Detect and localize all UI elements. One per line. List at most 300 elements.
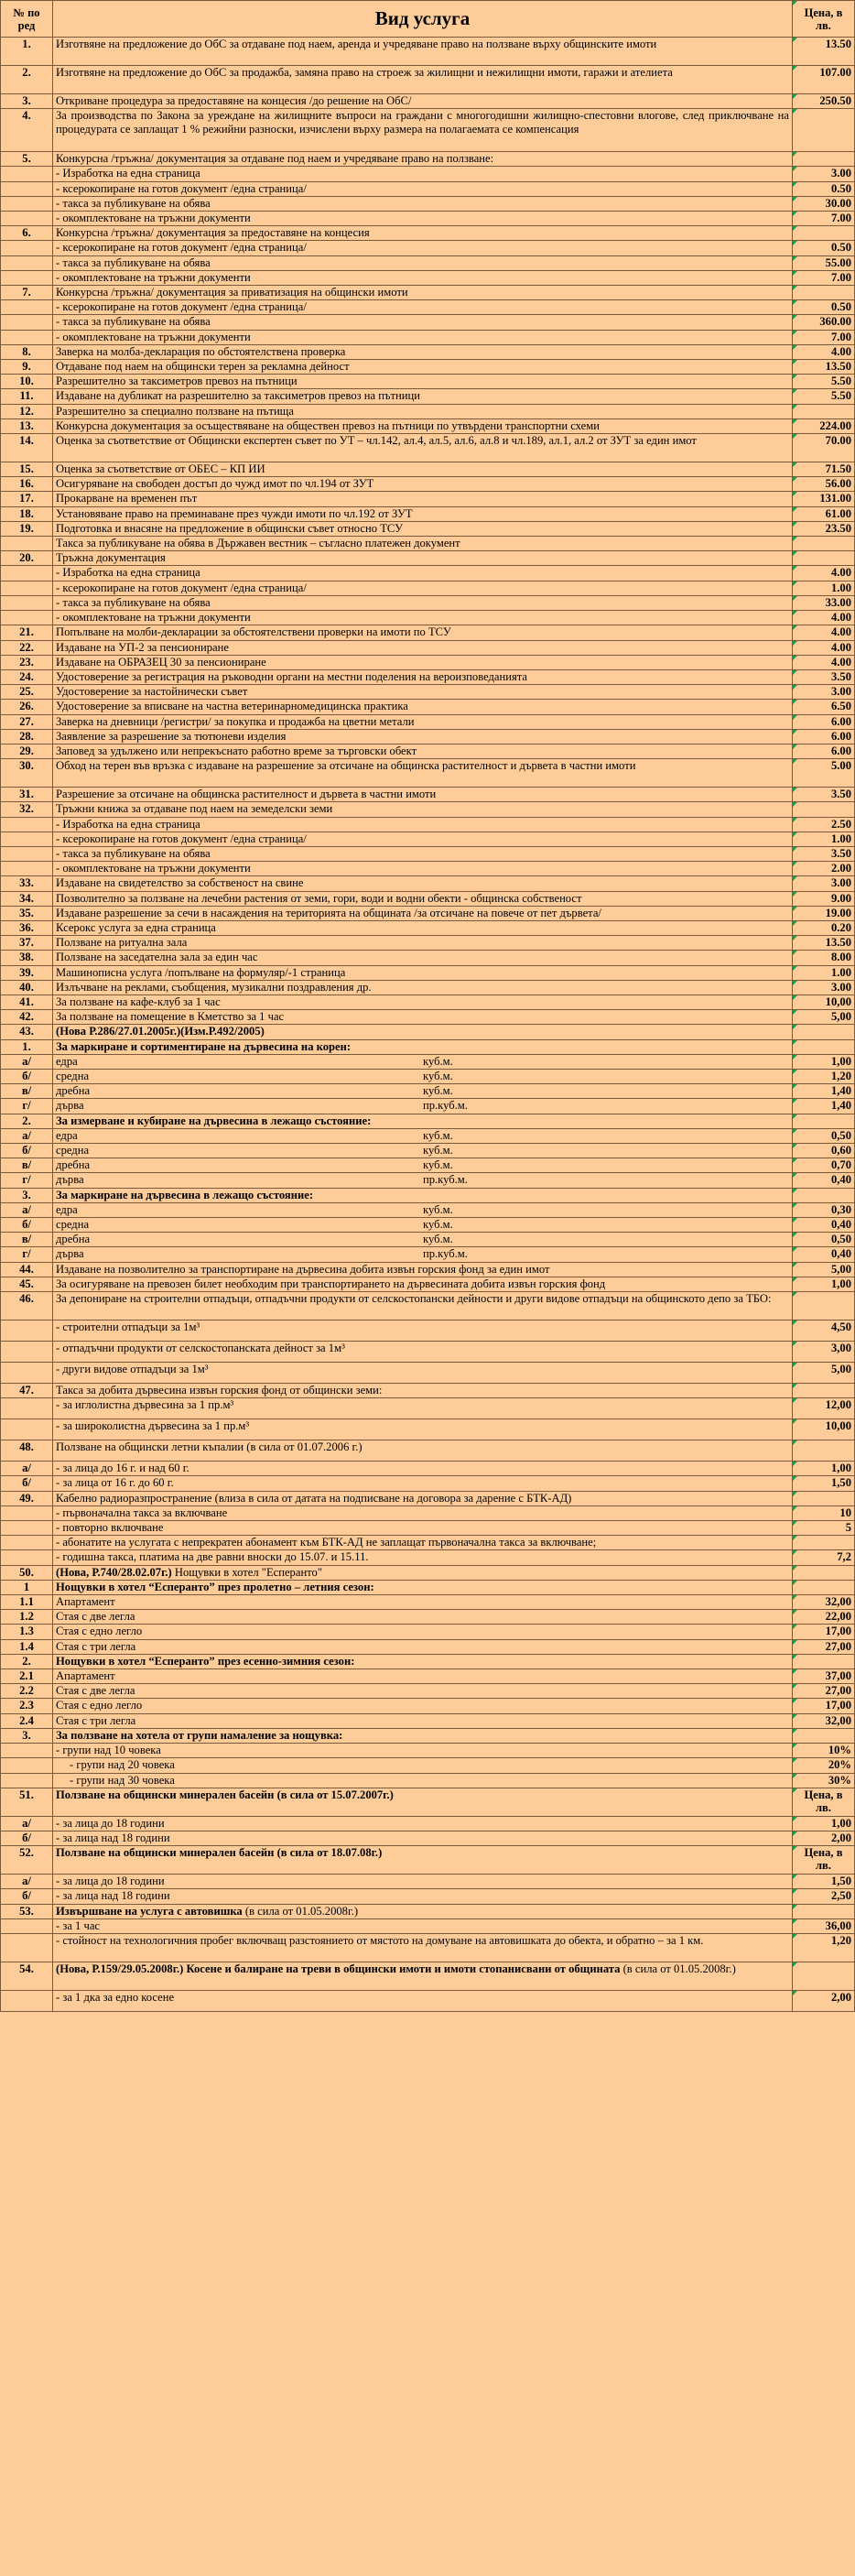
row-price [793,1025,855,1039]
row-price: 1.00 [793,965,855,980]
row-text: дърва [56,1099,84,1113]
row-price [793,1728,855,1743]
row-number: 10. [1,375,53,389]
table-row [1,330,855,344]
row-price: 0,60 [793,1144,855,1158]
table-row [1,462,855,477]
row-price [793,1565,855,1580]
row-description: - ксерокопиране на готов документ /една страница/ [53,300,793,315]
row-number: а/ [1,1128,53,1143]
row-description: - окомплектоване на тръжни документи [53,330,793,344]
row-description: - за широколистна дървесина за 1 пр.м³ [53,1419,793,1440]
row-description: - такса за публикуване на обява [53,315,793,330]
table-row [1,1292,855,1321]
table-row [1,1565,855,1580]
row-description: - за лица до 18 години [53,1875,793,1889]
row-description: Издаване на позволително за транспортиране на дървесина добита извън горския фонд за един имот [53,1262,793,1277]
row-number: г/ [1,1247,53,1262]
row-number: 41. [1,995,53,1009]
row-price: 7.00 [793,330,855,344]
row-description: Ползване на заседателна зала за един час [53,951,793,965]
row-number [1,255,53,270]
table-row [1,980,855,995]
table-row [1,1669,855,1684]
row-number: 36. [1,920,53,935]
row-price: 6.50 [793,700,855,714]
table-row [1,744,855,758]
row-number [1,1419,53,1440]
row-price: 37,00 [793,1669,855,1684]
table-row [1,655,855,669]
row-number: 4. [1,109,53,152]
row-number: 1.1 [1,1595,53,1610]
row-number: 44. [1,1262,53,1277]
row-price: 30% [793,1773,855,1788]
row-text: средна [56,1218,90,1232]
table-row [1,1773,855,1788]
row-number [1,1398,53,1419]
row-description: - Изработка на една страница [53,167,793,181]
row-price: 9.00 [793,891,855,906]
table-row [1,1202,855,1217]
row-number: 53. [1,1904,53,1918]
table-row [1,714,855,729]
row-price: 1,20 [793,1933,855,1962]
row-price: 23.50 [793,521,855,536]
row-price: 27,00 [793,1684,855,1699]
row-description: - групи над 30 човека [53,1773,793,1788]
row-number: 30. [1,759,53,788]
row-price: 4.00 [793,344,855,359]
row-price: 32,00 [793,1713,855,1728]
row-description: - такса за публикуване на обява [53,846,793,861]
row-text: дърва [56,1247,84,1261]
row-number: 16. [1,477,53,492]
table-row [1,1713,855,1728]
row-price: 70.00 [793,434,855,462]
table-row [1,1654,855,1668]
row-price: 1,00 [793,1816,855,1831]
row-description: Нощувки в хотел “Есперанто” през пролетно – летния сезон: [53,1580,793,1594]
row-unit: куб.м. [423,1144,453,1157]
row-unit: куб.м. [423,1158,453,1172]
table-row [1,404,855,418]
row-description: - строителни отпадъци за 1м³ [53,1321,793,1342]
table-row [1,1188,855,1202]
row-number: 2. [1,1654,53,1668]
row-price: 30.00 [793,196,855,211]
table-row [1,1233,855,1247]
row-text: дърва [56,1173,84,1187]
table-row [1,965,855,980]
row-description [53,1054,793,1069]
row-description: Машинописна услуга /попълване на формуляр/-1 страница [53,965,793,980]
table-row [1,1595,855,1610]
row-description: - окомплектоване на тръжни документи [53,270,793,285]
row-description: - ксерокопиране на готов документ /една страница/ [53,241,793,255]
row-price: 71.50 [793,462,855,477]
header-service: Вид услуга [53,1,793,38]
row-price: 2.50 [793,817,855,831]
row-description: Излъчване на реклами, съобщения, музикални поздравления др. [53,980,793,995]
table-row [1,700,855,714]
row-price: 17,00 [793,1699,855,1713]
table-row [1,1262,855,1277]
table-row [1,1010,855,1025]
table-row [1,389,855,404]
row-text: (Нова, Р.159/29.05.2008г.) Косене и балиране на треви в общински имоти и имоти стопанисвани от общината (в сила от 01.05.2008г.) [56,1962,736,1975]
row-description: Удостоверение за регистрация на ръководни органи на местни поделения на вероизповеданията [53,669,793,684]
row-number: 34. [1,891,53,906]
row-number: а/ [1,1462,53,1476]
table-row [1,891,855,906]
row-price: 360.00 [793,315,855,330]
table-row [1,788,855,802]
table-row [1,418,855,433]
row-price: 10% [793,1744,855,1758]
row-description: Разрешение за отсичане на общинска растителност и дървета в частни имоти [53,788,793,802]
row-price: 1,50 [793,1476,855,1491]
row-price: 6.00 [793,744,855,758]
row-description: - окомплектоване на тръжни документи [53,862,793,876]
table-row [1,1521,855,1536]
row-price: 2,00 [793,1990,855,2011]
row-number: 22. [1,640,53,655]
row-number: 14. [1,434,53,462]
table-row [1,951,855,965]
row-description: - повторно включване [53,1521,793,1536]
row-price: 32,00 [793,1595,855,1610]
row-price: 4.00 [793,566,855,581]
row-description: - за лица до 18 години [53,1816,793,1831]
row-price [793,286,855,300]
table-row [1,1990,855,2011]
row-description: - такса за публикуване на обява [53,196,793,211]
row-price [793,1292,855,1321]
row-text: дребна [56,1084,91,1098]
row-price: 6.00 [793,729,855,744]
row-description: - годишна такса, платима на две равни вноски до 15.07. и 15.11. [53,1550,793,1565]
row-price [793,537,855,551]
row-price: 3.00 [793,167,855,181]
row-price: 0,40 [793,1218,855,1233]
row-number [1,862,53,876]
row-description: Стая с едно легло [53,1625,793,1639]
table-row [1,995,855,1009]
row-number: в/ [1,1233,53,1247]
row-price: 1,00 [793,1277,855,1291]
row-description: - ксерокопиране на готов документ /една страница/ [53,831,793,846]
row-description: - Изработка на една страница [53,817,793,831]
row-price: 1.00 [793,831,855,846]
table-row [1,1491,855,1505]
table-row [1,1744,855,1758]
table-row [1,1699,855,1713]
table-row [1,1363,855,1384]
row-description: Позволително за ползване на лечебни растения от земи, гори, води и водни обекти - общинска собственост [53,891,793,906]
table-row [1,300,855,315]
row-number: 51. [1,1788,53,1816]
row-unit: куб.м. [423,1202,453,1216]
table-row [1,1831,855,1845]
table-row [1,759,855,788]
table-row [1,1128,855,1143]
row-unit: куб.м. [423,1233,453,1246]
row-description: Ползване на общински минерален басейн (в сила от 18.07.08г.) [53,1846,793,1875]
row-description: Заверка на молба-декларация по обстоятелствена проверка [53,344,793,359]
row-price: 10,00 [793,995,855,1009]
row-number [1,1505,53,1520]
header-number: № по ред [1,1,53,38]
row-number: 1. [1,1039,53,1054]
row-price: 17,00 [793,1625,855,1639]
row-description: - за лица до 16 г. и над 60 г. [53,1462,793,1476]
row-price: 4.00 [793,625,855,640]
row-number [1,1550,53,1565]
row-price [793,109,855,152]
row-price: 1,00 [793,1462,855,1476]
table-row [1,66,855,94]
row-price: 0.50 [793,241,855,255]
row-unit: куб.м. [423,1084,453,1098]
row-price: 0,50 [793,1128,855,1143]
row-description [53,1565,793,1580]
row-number: б/ [1,1069,53,1083]
row-unit: пр.куб.м. [423,1173,468,1187]
table-row [1,595,855,610]
row-price: 13.50 [793,936,855,951]
table-row [1,669,855,684]
row-description: Кабелно радиоразпространение (влиза в сила от датата на подписване на договора за дарение с БТК-АД) [53,1491,793,1505]
table-row [1,1321,855,1342]
row-description: Стая с две легла [53,1610,793,1625]
row-number: а/ [1,1054,53,1069]
table-row [1,344,855,359]
row-number [1,1342,53,1363]
row-number [1,1363,53,1384]
row-description: - Изработка на една страница [53,566,793,581]
row-description: За ползване на помещение в Кметство за 1 час [53,1010,793,1025]
row-number: 37. [1,936,53,951]
table-row [1,685,855,700]
row-number: 17. [1,492,53,506]
row-number: 5. [1,152,53,167]
row-number [1,566,53,581]
row-description: - за лица от 16 г. до 60 г. [53,1476,793,1491]
row-price: 36,00 [793,1918,855,1933]
row-price: 13.50 [793,360,855,375]
table-row [1,1962,855,1990]
row-number: а/ [1,1202,53,1217]
table-row [1,1218,855,1233]
row-description [53,1202,793,1217]
row-price: 1,50 [793,1875,855,1889]
table-row [1,1625,855,1639]
row-price: 19.00 [793,906,855,920]
row-number: 33. [1,876,53,891]
row-description: Тръжна документация [53,551,793,566]
table-row [1,1816,855,1831]
row-number: 1.2 [1,1610,53,1625]
table-row [1,1039,855,1054]
row-description: За производства по Закона за уреждане на жилищните въпроси на граждани с многогодишни жилищно-спестовни влогове, след приключване на процедурата се заплащат 1 % режийни разноски, изчислени върху размера на полагаемата се компенсация [53,109,793,152]
table-row [1,1476,855,1491]
table-row [1,1384,855,1398]
row-description [53,1069,793,1083]
row-number: 38. [1,951,53,965]
row-description: (Нова Р.286/27.01.2005г.)(Изм.Р.492/2005) [53,1025,793,1039]
row-number: 3. [1,1188,53,1202]
table-row [1,1114,855,1128]
row-number: 48. [1,1440,53,1462]
row-price: 33.00 [793,595,855,610]
row-description: - за иглолистна дървесина за 1 пр.м³ [53,1398,793,1419]
row-number: 39. [1,965,53,980]
table-row [1,181,855,196]
row-description: Конкурсна /тръжна/ документация за приватизация на общински имоти [53,286,793,300]
row-description [53,1218,793,1233]
row-number: 2.1 [1,1669,53,1684]
row-text: дребна [56,1233,91,1246]
row-number: 3. [1,1728,53,1743]
table-row [1,1419,855,1440]
row-text: едра [56,1202,78,1216]
row-price: 4.00 [793,640,855,655]
row-number [1,1990,53,2011]
table-row [1,1684,855,1699]
row-price: 7,2 [793,1550,855,1565]
row-price: 0,50 [793,1233,855,1247]
table-row [1,1639,855,1654]
row-price: 1.00 [793,581,855,595]
row-description: - такса за публикуване на обява [53,595,793,610]
row-number: а/ [1,1816,53,1831]
row-price [793,1962,855,1990]
row-price: 6.00 [793,714,855,729]
row-price: 4.00 [793,655,855,669]
row-price [793,802,855,817]
row-price: 61.00 [793,506,855,521]
row-price: 20% [793,1758,855,1773]
row-description: Удостоверение за настойнически съвет [53,685,793,700]
row-description: Отдаване под наем на общински терен за рекламна дейност [53,360,793,375]
row-number: 11. [1,389,53,404]
table-row [1,1342,855,1363]
row-description: - групи над 20 човека [53,1758,793,1773]
row-number [1,817,53,831]
row-price: 8.00 [793,951,855,965]
row-description: Подготовка и внасяне на предложение в общински съвет относно ТСУ [53,521,793,536]
row-number: 52. [1,1846,53,1875]
table-row [1,611,855,625]
row-description: - първоначална такса за включване [53,1505,793,1520]
row-description: Такса за добита дървесина извън горския фонд от общински земи: [53,1384,793,1398]
row-number [1,212,53,226]
table-row [1,802,855,817]
row-price [793,1039,855,1054]
table-row [1,1846,855,1875]
row-number [1,1744,53,1758]
row-description: Тръжни книжа за отдаване под наем на земеделски земи [53,802,793,817]
row-number: 25. [1,685,53,700]
row-price [793,1188,855,1202]
row-price: 1,20 [793,1069,855,1083]
row-number: 20. [1,551,53,566]
row-price: 5.50 [793,375,855,389]
row-description: За измерване и кубиране на дървесина в лежащо състояние: [53,1114,793,1128]
table-row [1,212,855,226]
table-row [1,1610,855,1625]
row-number: 13. [1,418,53,433]
table-row [1,1728,855,1743]
table-row [1,1536,855,1550]
row-description: Изготвяне на предложение до ОбС за продажба, замяна право на строеж за жилищни и нежилищни имоти, гаражи и ателиета [53,66,793,94]
table-row [1,1889,855,1904]
row-number: 2. [1,1114,53,1128]
row-price: 0,40 [793,1173,855,1188]
row-number [1,1321,53,1342]
row-number: б/ [1,1889,53,1904]
row-description: За депониране на строителни отпадъци, отпадъчни продукти от селскостопански дейности и други видове отпадъци на общинското депо за ТБО: [53,1292,793,1321]
row-unit: куб.м. [423,1128,453,1142]
row-text: едра [56,1128,78,1142]
row-price [793,1904,855,1918]
row-number: 29. [1,744,53,758]
row-description: Установяване право на преминаване през чужди имоти по чл.192 от ЗУТ [53,506,793,521]
row-price: 224.00 [793,418,855,433]
row-description: Разрешително за таксиметров превоз на пътници [53,375,793,389]
row-price: 5 [793,1521,855,1536]
row-number [1,241,53,255]
row-price: 5,00 [793,1010,855,1025]
table-row [1,936,855,951]
row-number: 43. [1,1025,53,1039]
row-text: средна [56,1144,90,1157]
table-row [1,270,855,285]
row-number: 32. [1,802,53,817]
row-number: 50. [1,1565,53,1580]
row-number: 21. [1,625,53,640]
table-row [1,1084,855,1099]
row-number [1,1933,53,1962]
table-row [1,477,855,492]
row-description: - такса за публикуване на обява [53,255,793,270]
row-price: 4,50 [793,1321,855,1342]
row-description: За маркиране на дървесина в лежащо състояние: [53,1188,793,1202]
table-row [1,167,855,181]
row-price: 5,00 [793,1262,855,1277]
row-unit: куб.м. [423,1218,453,1232]
row-description: Стая с едно легло [53,1699,793,1713]
table-row [1,521,855,536]
row-description: Заповед за удължено или непрекъснато работно време за търговски обект [53,744,793,758]
row-price [793,404,855,418]
row-description: - окомплектоване на тръжни документи [53,611,793,625]
row-description: Изготвяне на предложение до ОбС за отдаване под наем, аренда и учредяване право на ползване върху общинските имоти [53,38,793,66]
row-number: 40. [1,980,53,995]
table-row [1,492,855,506]
row-price: 7.00 [793,270,855,285]
row-description: Удостоверение за вписване на частна ветеринарномедицинска практика [53,700,793,714]
table-row [1,729,855,744]
row-price: 0,30 [793,1202,855,1217]
table-row [1,906,855,920]
row-price [793,1536,855,1550]
row-number: 1 [1,1580,53,1594]
table-row [1,360,855,375]
row-price [793,226,855,241]
row-price: 3,00 [793,1342,855,1363]
